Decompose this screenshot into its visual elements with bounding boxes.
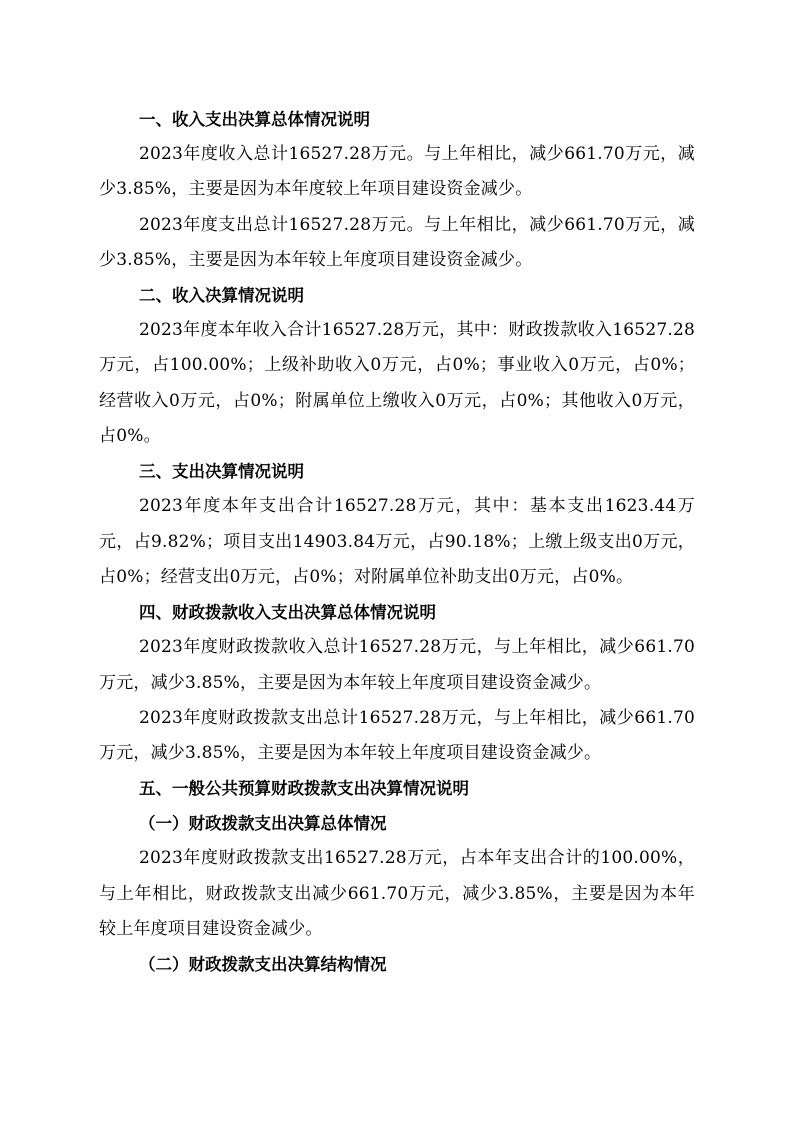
paragraph: 2023年度支出总计16527.28万元。与上年相比，减少661.70万元，减少3.85%，主要是因为本年较上年度项目建设资金减少。 [99, 214, 695, 270]
paragraph: 2023年度本年收入合计16527.28万元，其中：财政拨款收入16527.28万元，占100.00%；上级补助收入0万元，占0%；事业收入0万元，占0%；经营收入0万元，占0%；附属单位上缴收入0万元，占0%；其他收入0万元，占0%。 [99, 320, 695, 447]
paragraph: 2023年度财政拨款支出总计16527.28万元，与上年相比，减少661.70万元，减少3.85%，主要是因为本年较上年度项目建设资金减少。 [99, 707, 695, 764]
section-heading: 三、支出决算情况说明 [139, 462, 304, 482]
paragraph: 2023年度财政拨款收入总计16527.28万元，与上年相比，减少661.70万元，减少3.85%，主要是因为本年较上年度项目建设资金减少。 [99, 637, 695, 693]
subsection-heading: （二）财政拨款支出决算结构情况 [139, 955, 387, 975]
subsection-heading: （一）财政拨款支出决算总体情况 [139, 814, 387, 834]
section-heading: 二、收入决算情况说明 [139, 286, 304, 306]
section-heading: 五、一般公共预算财政拨款支出决算情况说明 [139, 779, 469, 799]
paragraph: 2023年度本年支出合计16527.28万元，其中：基本支出1623.44万元，占9.82%；项目支出14903.84万元，占90.18%；上缴上级支出0万元，占0%；经营支出0万元，占0%；对附属单位补助支出0万元，占0%。 [99, 496, 695, 587]
document-body [99, 102, 695, 982]
section-heading: 四、财政拨款收入支出决算总体情况说明 [139, 603, 436, 623]
paragraph: 2023年度收入总计16527.28万元。与上年相比，减少661.70万元，减少3.85%，主要是因为本年度较上年项目建设资金减少。 [99, 144, 695, 200]
paragraph: 2023年度财政拨款支出16527.28万元，占本年支出合计的100.00%，与上年相比，财政拨款支出减少661.70万元，减少3.85%，主要是因为本年较上年度项目建设资金减少。 [99, 848, 695, 940]
section-heading: 一、收入支出决算总体情况说明 [139, 110, 370, 129]
